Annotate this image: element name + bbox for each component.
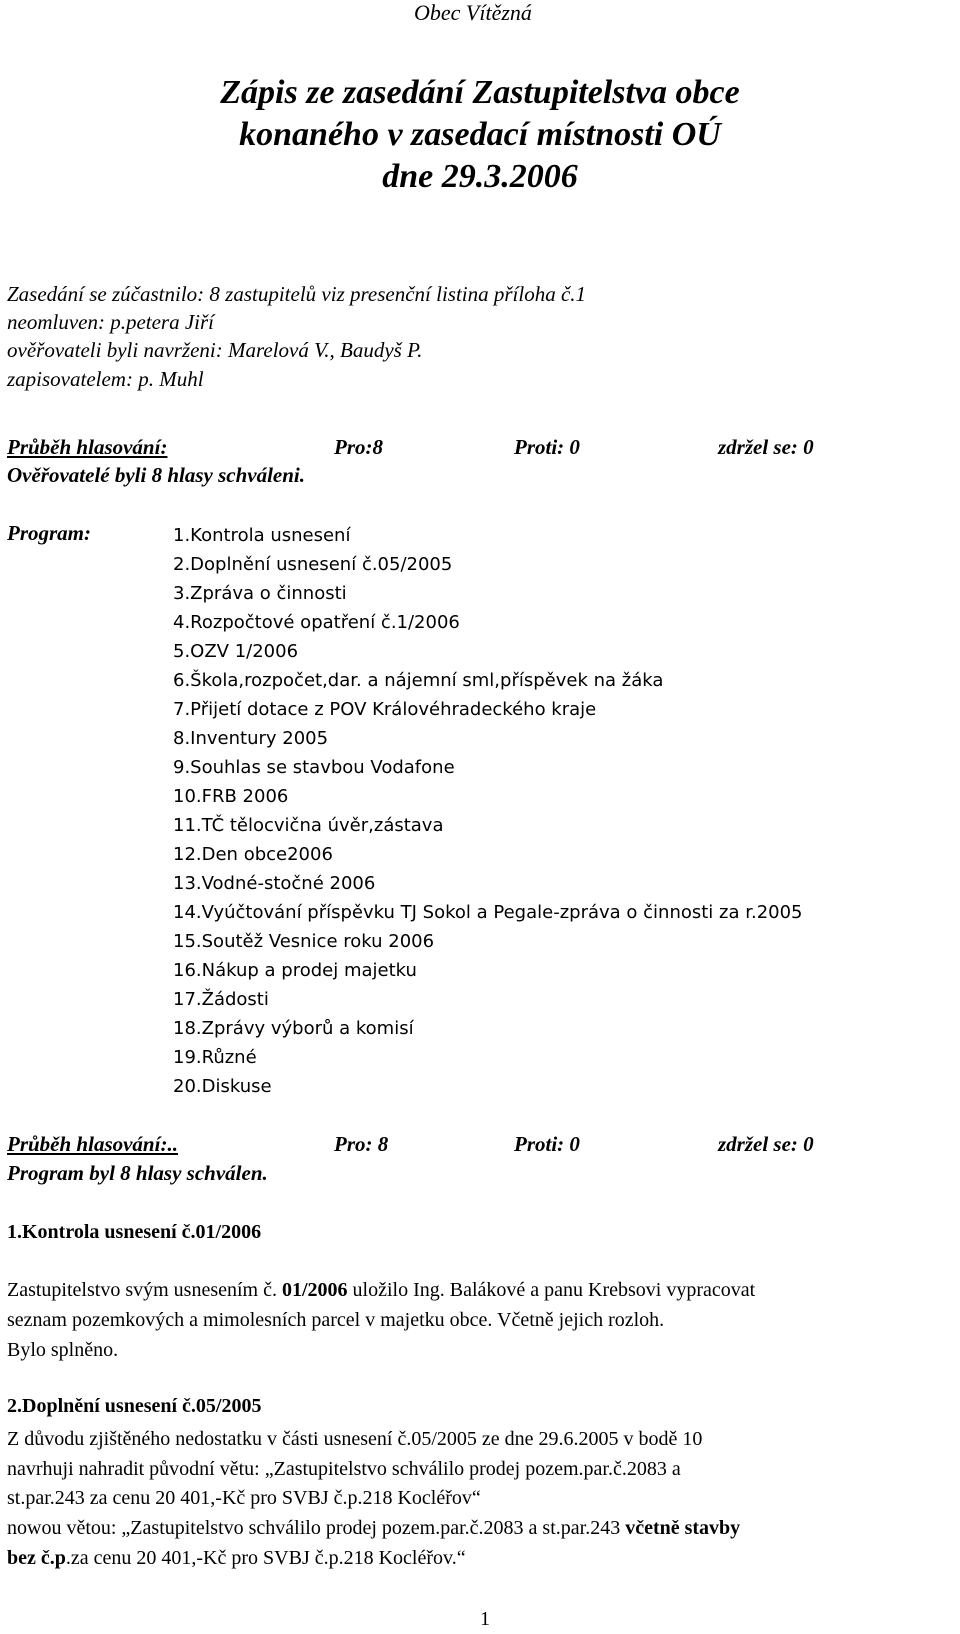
section2-line4 <box>7 1513 740 1543</box>
absent-line: neomluven: p.petera Jiří <box>7 310 215 334</box>
agenda-item: 15.Soutěž Vesnice roku 2006 <box>173 931 435 952</box>
vote2-zdrzel: zdržel se: 0 <box>718 1132 814 1156</box>
agenda-item: 5.OZV 1/2006 <box>173 641 299 662</box>
vote1-zdrzel: zdržel se: 0 <box>718 435 814 459</box>
agenda-item: 17.Žádosti <box>173 989 269 1010</box>
recorder-line: zapisovatelem: p. Muhl <box>7 367 204 391</box>
vote1-result: Ověřovatelé byli 8 hlasy schváleni. <box>7 463 306 487</box>
agenda-item: 11.TČ tělocvična úvěr,zástava <box>173 815 444 836</box>
agenda-item: 14.Vyúčtování příspěvku TJ Sokol a Pegale-zpráva o činnosti za r.2005 <box>173 902 803 923</box>
section2-line5-bold: bez č.p <box>7 1547 66 1569</box>
section1-resolution-number: 01/2006 <box>281 1279 348 1301</box>
municipality-name: Obec Vítězná <box>414 0 532 25</box>
attendance-line: Zasedání se zúčastnilo: 8 zastupitelů viz presenční listina příloha č.1 <box>7 282 587 306</box>
section2-line1: Z důvodu zjištěného nedostatku v části usnesení č.05/2005 ze dne 29.6.2005 v bodě 10 <box>7 1428 703 1450</box>
title-line-1: Zápis ze zasedání Zastupitelstva obce <box>220 74 740 111</box>
title-line-2: konaného v zasedací místnosti OÚ <box>239 116 721 153</box>
agenda-item: 6.Škola,rozpočet,dar. a nájemní sml,příspěvek na žáka <box>173 670 664 691</box>
section2-heading: 2.Doplnění usnesení č.05/2005 <box>7 1395 262 1417</box>
agenda-item: 20.Diskuse <box>173 1076 272 1097</box>
section1-heading: 1.Kontrola usnesení č.01/2006 <box>7 1221 262 1243</box>
agenda-item: 19.Různé <box>173 1047 257 1068</box>
agenda-item: 3.Zpráva o činnosti <box>173 583 347 604</box>
section1-text-c: uložilo Ing. Balákové a panu Krebsovi vypracovat <box>347 1279 756 1301</box>
section1-paragraph-line3: Bylo splněno. <box>7 1339 119 1361</box>
section2-line2: navrhuji nahradit původní větu: „Zastupitelstvo schválilo prodej pozem.par.č.2083 a <box>7 1458 681 1480</box>
vote2-label: Průběh hlasování:.. <box>7 1132 178 1156</box>
section2-line4-bold: včetně stavby <box>625 1517 741 1539</box>
agenda-item: 18.Zprávy výborů a komisí <box>173 1018 414 1039</box>
agenda-item: 7.Přijetí dotace z POV Královéhradeckého kraje <box>173 699 597 720</box>
verifiers-line: ověřovateli byli navrženi: Marelová V., Baudyš P. <box>7 338 423 362</box>
title-line-3: dne 29.3.2006 <box>382 158 578 195</box>
agenda-item: 2.Doplnění usnesení č.05/2005 <box>173 554 453 575</box>
agenda-item: 8.Inventury 2005 <box>173 728 329 749</box>
vote1-label: Průběh hlasování: <box>7 435 168 459</box>
agenda-item: 9.Souhlas se stavbou Vodafone <box>173 757 455 778</box>
vote2-proti: Proti: 0 <box>514 1132 580 1156</box>
section2-line3: st.par.243 za cenu 20 401,-Kč pro SVBJ č.p.218 Kocléřov“ <box>7 1487 481 1509</box>
agenda-item: 13.Vodné-stočné 2006 <box>173 873 376 894</box>
section1-paragraph-line1 <box>7 1275 755 1305</box>
agenda-list <box>173 521 803 1101</box>
page-number: 1 <box>480 1608 490 1630</box>
section2-line5 <box>7 1543 466 1573</box>
section2-line5-text: .za cenu 20 401,-Kč pro SVBJ č.p.218 Kocléřov.“ <box>65 1547 466 1569</box>
vote1-pro: Pro:8 <box>334 435 383 459</box>
vote2-pro: Pro: 8 <box>334 1132 389 1156</box>
section1-text-a: Zastupitelstvo svým usnesením č. <box>7 1279 282 1301</box>
agenda-item: 4.Rozpočtové opatření č.1/2006 <box>173 612 460 633</box>
agenda-item: 10.FRB 2006 <box>173 786 289 807</box>
section2-line4-text: nowou větou: „Zastupitelstvo schválilo prodej pozem.par.č.2083 a st.par.243 <box>7 1517 626 1539</box>
program-label: Program: <box>7 521 91 545</box>
section1-paragraph-line2: seznam pozemkových a mimolesních parcel v majetku obce. Včetně jejich rozloh. <box>7 1309 665 1331</box>
document-title <box>0 72 960 198</box>
agenda-item: 1.Kontrola usnesení <box>173 525 351 546</box>
vote2-result: Program byl 8 hlasy schválen. <box>7 1161 268 1185</box>
vote1-proti: Proti: 0 <box>514 435 580 459</box>
agenda-item: 12.Den obce2006 <box>173 844 333 865</box>
agenda-item: 16.Nákup a prodej majetku <box>173 960 417 981</box>
